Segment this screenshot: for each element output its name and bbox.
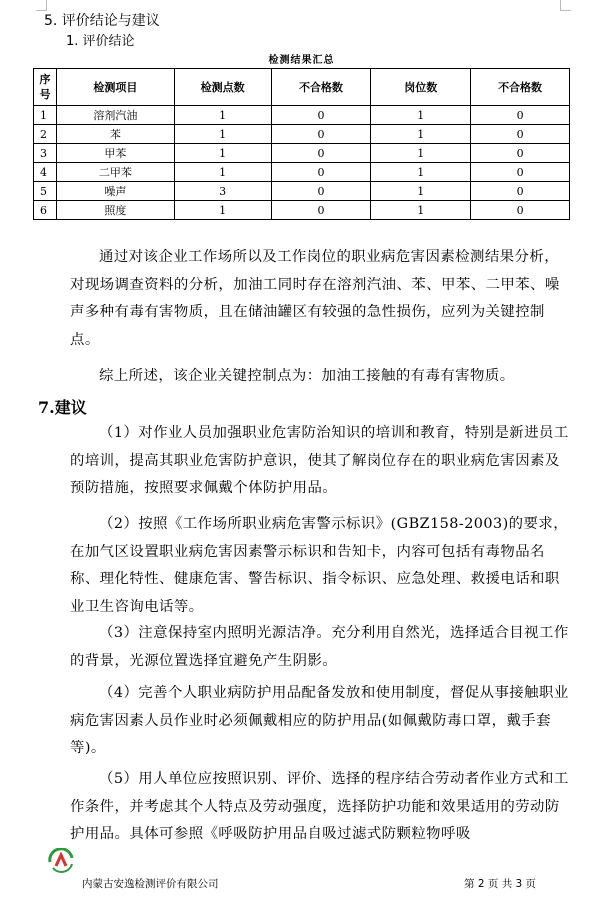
paragraph-analysis — [70, 244, 570, 354]
table-cell: 1 — [174, 106, 271, 125]
table-cell: 0 — [271, 163, 371, 182]
table-cell: 0 — [471, 163, 570, 182]
recommendation-3-text: （3）注意保持室内照明光源洁净。充分利用自然光，选择适合目视工作的背景，光源位置选择宜避免产生阴影。 — [70, 625, 569, 669]
table-row — [34, 144, 570, 163]
table-cell: 1 — [371, 106, 471, 125]
footer-page-number: 第 2 页 共 3 页 — [464, 878, 537, 890]
header-posts: 岗位数 — [371, 69, 471, 106]
recommendation-3 — [70, 620, 570, 675]
table-row — [34, 182, 570, 201]
table-row — [34, 163, 570, 182]
table-cell: 2 — [34, 125, 57, 144]
table-cell: 0 — [471, 106, 570, 125]
table-cell: 3 — [34, 144, 57, 163]
subsection-heading-5-1: 1. 评价结论 — [66, 34, 135, 49]
table-cell: 3 — [174, 182, 271, 201]
header-index: 序号 — [34, 69, 57, 106]
table-cell: 0 — [271, 182, 371, 201]
table-header-row — [34, 69, 570, 106]
table-cell: 噪声 — [56, 182, 174, 201]
table-cell: 1 — [174, 201, 271, 220]
table-cell: 0 — [471, 125, 570, 144]
table-cell: 1 — [371, 125, 471, 144]
table-cell: 0 — [271, 125, 371, 144]
table-cell: 6 — [34, 201, 57, 220]
recommendation-1 — [70, 420, 570, 503]
paragraph-analysis-text: 通过对该企业工作场所以及工作岗位的职业病危害因素检测结果分析，对现场调查资料的分析，加油工同时存在溶剂汽油、苯、甲苯、二甲苯、噪声多种有毒有害物质，且在储油罐区有较强的急性损伤，应列为关键控制点。 — [70, 249, 560, 348]
table-cell: 0 — [271, 144, 371, 163]
table-cell: 5 — [34, 182, 57, 201]
paragraph-summary-text: 综上所述，该企业关键控制点为：加油工接触的有毒有害物质。 — [99, 368, 515, 384]
table-cell: 1 — [371, 201, 471, 220]
table-cell: 溶剂汽油 — [56, 106, 174, 125]
table-cell: 0 — [271, 201, 371, 220]
table-cell: 二甲苯 — [56, 163, 174, 182]
table-cell: 1 — [34, 106, 57, 125]
table-cell: 0 — [271, 106, 371, 125]
table-cell: 苯 — [56, 125, 174, 144]
table-cell: 1 — [174, 125, 271, 144]
table-cell: 1 — [371, 144, 471, 163]
table-row — [34, 106, 570, 125]
table-cell: 0 — [471, 144, 570, 163]
table-cell: 照度 — [56, 201, 174, 220]
margin-corner-right — [560, 0, 571, 11]
table-cell: 1 — [174, 144, 271, 163]
table-cell: 1 — [371, 163, 471, 182]
table-row — [34, 125, 570, 144]
recommendation-5-text: （5）用人单位应按照识别、评价、选择的程序结合劳动者作业方式和工作条件，并考虑其个人特点及劳动强度，选择防护功能和效果适用的劳动防护用品。具体可参照《呼吸防护用品自吸过滤式防颗粒物呼吸 — [70, 771, 569, 842]
recommendation-1-text: （1）对作业人员加强职业危害防治知识的培训和教育，特别是新进员工的培训，提高其职业危害防护意识，使其了解岗位存在的职业病危害因素及预防措施，按照要求佩戴个体防护用品。 — [70, 425, 569, 496]
header-unqualified: 不合格数 — [271, 69, 371, 106]
results-table — [33, 68, 570, 220]
company-logo-icon — [46, 848, 76, 878]
table-cell: 0 — [471, 201, 570, 220]
table-cell: 0 — [471, 182, 570, 201]
section-heading-7: 7.建议 — [38, 398, 87, 417]
recommendation-4 — [70, 680, 570, 763]
recommendation-5 — [70, 766, 570, 849]
recommendation-4-text: （4）完善个人职业病防护用品配备发放和使用制度，督促从事接触职业病危害因素人员作业时必须佩戴相应的防护用品(如佩戴防毒口罩，戴手套等)。 — [70, 685, 569, 756]
header-item: 检测项目 — [56, 69, 174, 106]
recommendation-2-text: （2）按照《工作场所职业病危害警示标识》(GBZ158-2003)的要求，在加气区设置职业病危害因素警示标识和告知卡，内容可包括有毒物品名称、理化特性、健康危害、警告标识、指令标识、应急处理、救援电话和职业卫生咨询电话等。 — [70, 516, 569, 615]
table-cell: 1 — [174, 163, 271, 182]
table-cell: 1 — [371, 182, 471, 201]
paragraph-summary — [70, 363, 570, 391]
table-cell: 甲苯 — [56, 144, 174, 163]
table-cell: 4 — [34, 163, 57, 182]
header-unqualified-posts: 不合格数 — [471, 69, 570, 106]
table-row — [34, 201, 570, 220]
table-caption: 检测结果汇总 — [268, 55, 335, 66]
recommendation-2 — [70, 511, 570, 621]
section-heading-5: 5. 评价结论与建议 — [44, 13, 160, 29]
footer-company-name: 内蒙古安逸检测评价有限公司 — [82, 878, 219, 890]
header-points: 检测点数 — [174, 69, 271, 106]
